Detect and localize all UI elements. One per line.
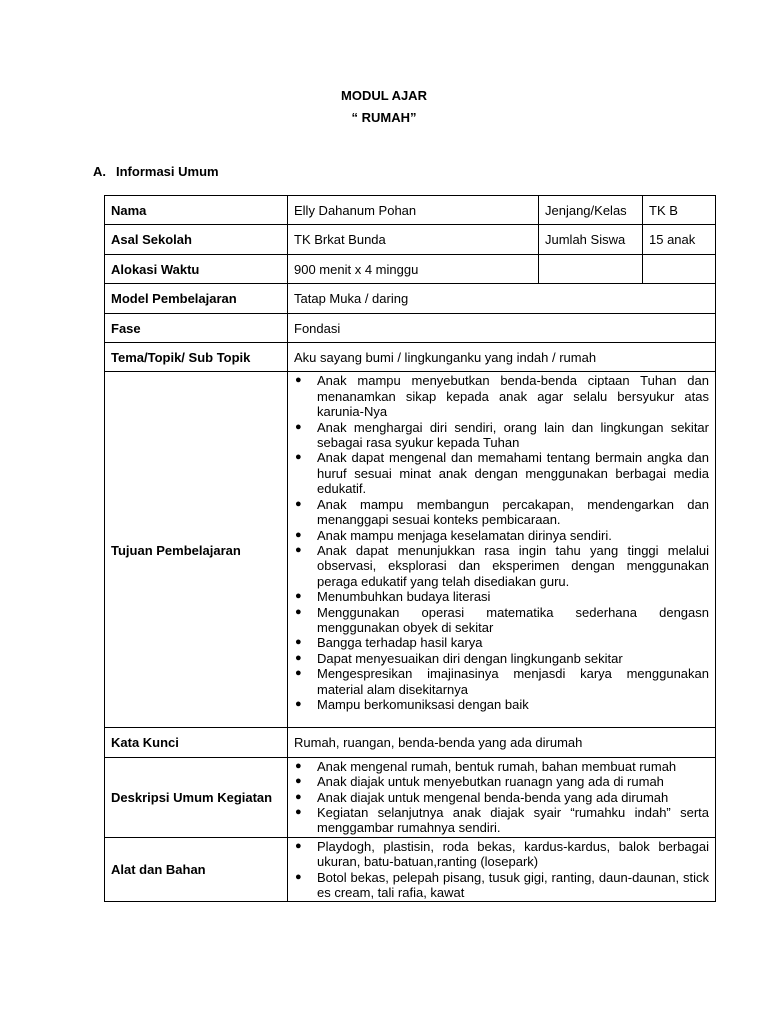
- bullet-icon: ●: [295, 451, 302, 464]
- table-row: [105, 837, 716, 902]
- jumlah-value: 15 anak: [643, 225, 716, 254]
- list-item: [294, 697, 709, 712]
- bullet-icon: ●: [295, 790, 302, 803]
- table-row: [105, 284, 716, 313]
- list-item-text: Playdogh, plastisin, roda bekas, kardus-kardus, balok berbagai ukuran, batu-batuan,ranting (losepark): [317, 838, 709, 870]
- table-row: [105, 343, 716, 372]
- model-value: Tatap Muka / daring: [288, 284, 716, 313]
- bullet-icon: ●: [295, 636, 302, 649]
- deskripsi-list: [294, 759, 709, 836]
- list-item: [294, 589, 709, 604]
- bullet-icon: ●: [295, 528, 302, 541]
- section-heading: [93, 164, 219, 179]
- list-item: [294, 839, 709, 870]
- list-item-text: Anak mampu menyebutkan benda-benda ciptaan Tuhan dan menanamkan sikap kepada anak agar selalu bersyukur atas karunia-Nya: [317, 373, 709, 420]
- list-item-text: Anak dapat menunjukkan rasa ingin tahu yang tinggi melalui observasi, eksplorasi dan eksperimen dengan menggunakan peraga edukatif yang telah disediakan guru.: [317, 542, 709, 589]
- list-item: [294, 651, 709, 666]
- alokasi-label: Alokasi Waktu: [105, 254, 288, 283]
- list-item: [294, 605, 709, 636]
- list-item: [294, 497, 709, 528]
- jumlah-label: Jumlah Siswa: [539, 225, 643, 254]
- section-title: Informasi Umum: [116, 164, 219, 179]
- list-item: [294, 420, 709, 451]
- nama-value: Elly Dahanum Pohan: [288, 196, 539, 225]
- bullet-icon: ●: [295, 667, 302, 680]
- bullet-icon: ●: [295, 374, 302, 387]
- table-row: [105, 225, 716, 254]
- list-item: [294, 774, 709, 789]
- list-item-text: Anak mengenal rumah, bentuk rumah, bahan membuat rumah: [317, 758, 677, 774]
- tema-label: Tema/Topik/ Sub Topik: [105, 343, 288, 372]
- list-item-text: Bangga terhadap hasil karya: [317, 635, 483, 651]
- list-item: [294, 666, 709, 697]
- jenjang-label: Jenjang/Kelas: [539, 196, 643, 225]
- table-row: [105, 757, 716, 837]
- sekolah-value: TK Brkat Bunda: [288, 225, 539, 254]
- list-item-text: Kegiatan selanjutnya anak diajak syair “rumahku indah” serta menggambar rumahnya sendiri.: [317, 805, 709, 836]
- list-item-text: Menumbuhkan budaya literasi: [317, 589, 491, 605]
- list-item-text: Dapat menyesuaikan diri dengan lingkunganb sekitar: [317, 650, 623, 666]
- bullet-icon: ●: [295, 759, 302, 772]
- bullet-icon: ●: [295, 651, 302, 664]
- list-item: [294, 450, 709, 496]
- section-letter: A.: [93, 164, 106, 179]
- model-label: Model Pembelajaran: [105, 284, 288, 313]
- bullet-icon: ●: [295, 806, 302, 818]
- kata-value: Rumah, ruangan, benda-benda yang ada dirumah: [288, 728, 716, 757]
- list-item-text: Anak mampu menjaga keselamatan dirinya sendiri.: [317, 527, 612, 543]
- list-item-text: Anak mampu membangun percakapan, mendengarkan dan menanggapi sesuai konteks pembicaraan.: [317, 496, 709, 528]
- list-item: [294, 759, 709, 774]
- list-item: [294, 635, 709, 650]
- tujuan-list: [294, 373, 709, 712]
- tujuan-cell: [288, 372, 716, 728]
- deskripsi-label: Deskripsi Umum Kegiatan: [105, 757, 288, 837]
- list-item: [294, 805, 709, 836]
- document-title: MODUL AJAR: [341, 88, 427, 103]
- fase-label: Fase: [105, 313, 288, 342]
- table-row: [105, 196, 716, 225]
- bullet-icon: ●: [295, 775, 302, 788]
- nama-label: Nama: [105, 196, 288, 225]
- list-item-text: Anak diajak untuk mengenal benda-benda yang ada dirumah: [317, 789, 669, 805]
- jenjang-value: TK B: [643, 196, 716, 225]
- list-item: [294, 790, 709, 805]
- table-row: [105, 254, 716, 283]
- bullet-icon: ●: [295, 420, 302, 433]
- alokasi-value: 900 menit x 4 minggu: [288, 254, 539, 283]
- info-table: [104, 195, 716, 902]
- alat-list: [294, 839, 709, 901]
- sekolah-label: Asal Sekolah: [105, 225, 288, 254]
- fase-value: Fondasi: [288, 313, 716, 342]
- document-subtitle: “ RUMAH”: [351, 110, 417, 125]
- table-row: [105, 313, 716, 342]
- empty-cell: [643, 254, 716, 283]
- list-item-text: Anak dapat mengenal dan memahami tentang bermain angka dan huruf sesuai minat anak dengan menggunakan berbagai media edukatif.: [317, 450, 709, 497]
- tema-value: Aku sayang bumi / lingkunganku yang indah / rumah: [288, 343, 716, 372]
- bullet-icon: ●: [295, 839, 302, 852]
- deskripsi-cell: [288, 757, 716, 837]
- bullet-icon: ●: [295, 697, 302, 710]
- tujuan-label: Tujuan Pembelajaran: [105, 372, 288, 728]
- kata-label: Kata Kunci: [105, 728, 288, 757]
- list-item-text: Anak menghargai diri sendiri, orang lain dan lingkungan sekitar sebagai rasa syukur kepada Tuhan: [317, 419, 709, 451]
- bullet-icon: ●: [295, 497, 302, 510]
- bullet-icon: ●: [295, 543, 302, 556]
- bullet-icon: ●: [295, 870, 302, 883]
- list-item: [294, 543, 709, 589]
- alat-label: Alat dan Bahan: [105, 837, 288, 902]
- empty-cell: [539, 254, 643, 283]
- list-item-text: Mengespresikan imajinasinya menjasdi karya menggunakan material alam disekitarnya: [317, 666, 709, 697]
- table-row: [105, 372, 716, 728]
- list-item: [294, 870, 709, 901]
- list-item-text: Anak diajak untuk menyebutkan ruanagn yang ada di rumah: [317, 774, 664, 790]
- list-item-text: Menggunakan operasi matematika sederhana dengasn menggunakan obyek di sekitar: [317, 604, 709, 635]
- list-item-text: Mampu berkomuniksasi dengan baik: [317, 696, 529, 712]
- list-item: [294, 373, 709, 419]
- bullet-icon: ●: [295, 590, 302, 603]
- list-item-text: Botol bekas, pelepah pisang, tusuk gigi, ranting, daun-daunan, stick es cream, tali rafia, kawat: [317, 869, 709, 901]
- bullet-icon: ●: [295, 605, 302, 618]
- table-row: [105, 728, 716, 757]
- list-item: [294, 528, 709, 543]
- alat-cell: [288, 837, 716, 902]
